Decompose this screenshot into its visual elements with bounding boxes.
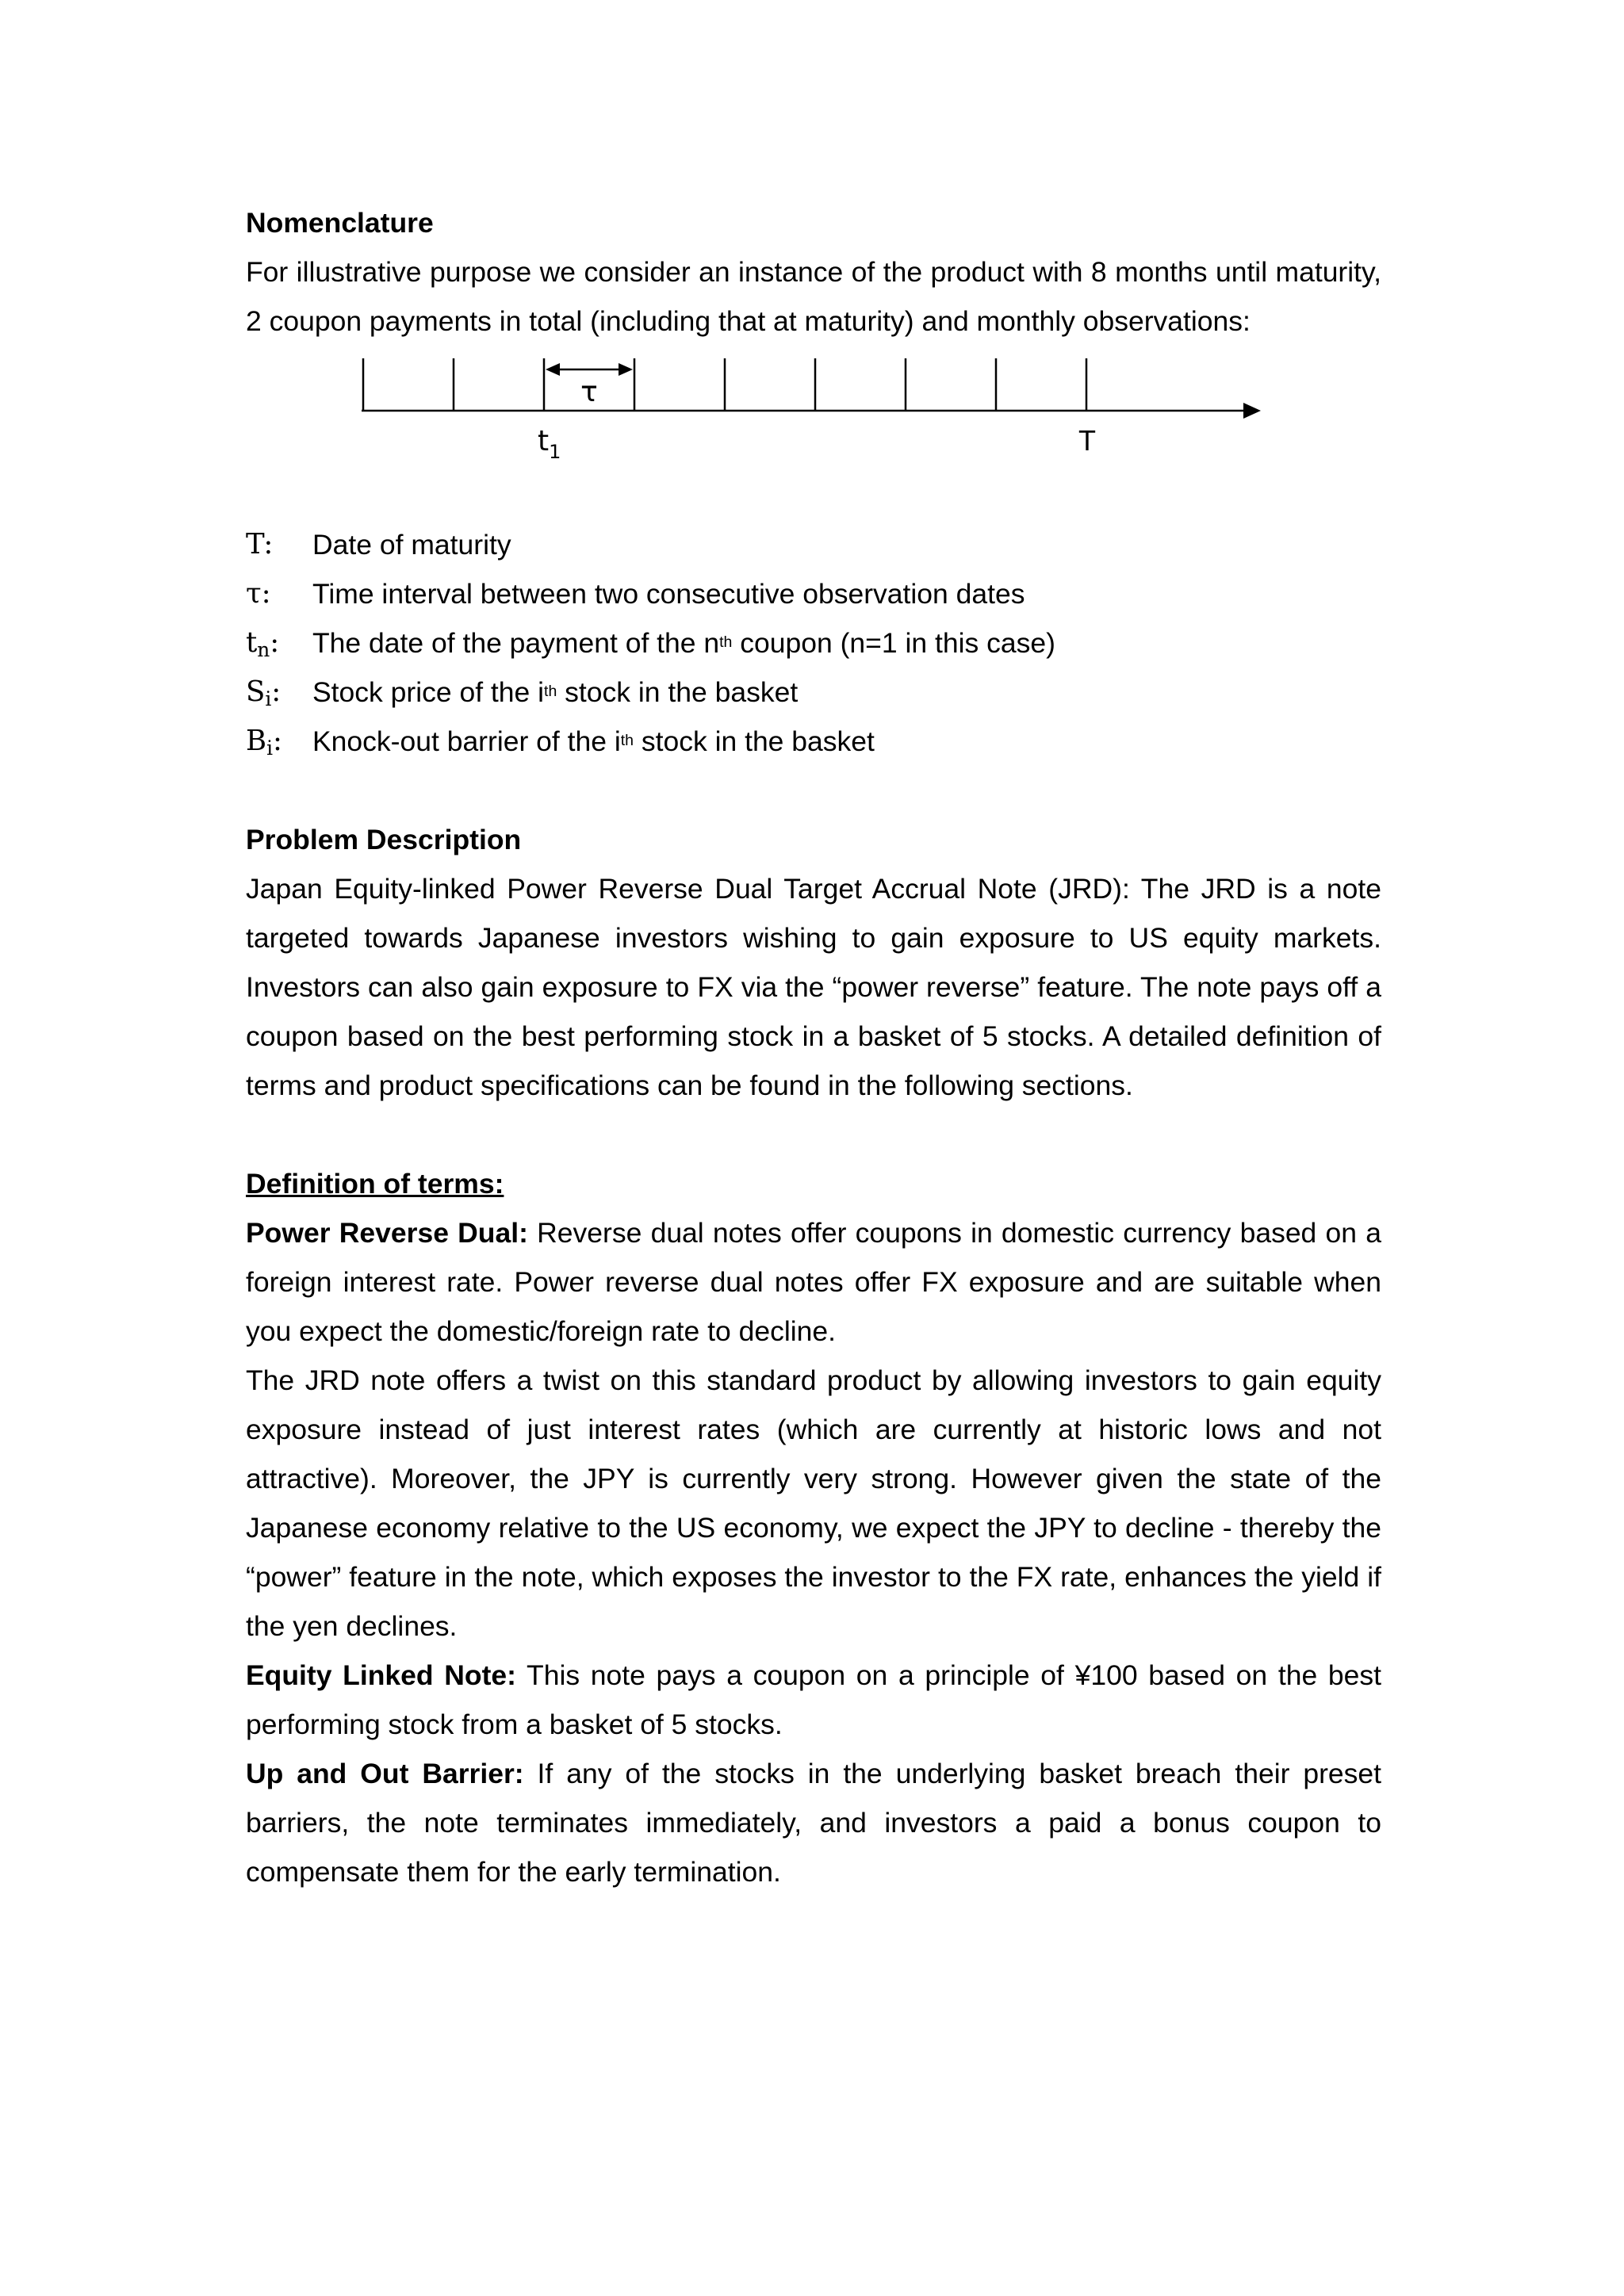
definition-si: Stock price of the $i^{th}$ stock in the basket xyxy=(312,676,799,708)
nomenclature-item-maturity xyxy=(246,520,1381,569)
nomenclature-intro: For illustrative purpose we consider an instance of the product with 8 months until maturity, 2 coupon payments in total (including that at maturity) and monthly observations: xyxy=(246,256,1381,337)
document-page xyxy=(246,198,1381,1896)
up-and-out-barrier-term: Up and Out Barrier: xyxy=(246,1758,524,1789)
definition-tau: Time interval between two consecutive observation dates xyxy=(312,578,1025,610)
nomenclature-item-bi xyxy=(246,717,1381,766)
timeline-axis-arrowhead xyxy=(1243,403,1261,419)
symbol-si: $S_i$: xyxy=(246,675,282,711)
timeline-ticks xyxy=(363,358,1086,411)
power-reverse-dual-text: Reverse dual notes offer coupons in domestic currency based on a foreign interest rate. Power reverse dual notes offer FX exposure and are suitable when you expect the domestic/foreign rate to decline. xyxy=(246,1217,1381,1347)
nomenclature-heading: Nomenclature xyxy=(246,207,434,239)
tau-interval-arrow xyxy=(546,363,633,376)
symbol-tau: τ: xyxy=(246,577,271,610)
t1-label: $t_1$ xyxy=(538,425,561,463)
nomenclature-list xyxy=(246,520,1381,766)
tau-label: τ xyxy=(580,376,598,408)
definition-tn: The date of the payment of the $n^{th}$ coupon (n=1 in this case) xyxy=(312,627,1055,659)
timeline-diagram xyxy=(246,346,1381,520)
nomenclature-item-tn xyxy=(246,618,1381,668)
equity-linked-note-paragraph xyxy=(246,1651,1381,1749)
problem-description-body: Japan Equity-linked Power Reverse Dual Target Accrual Note (JRD): The JRD is a note targeted towards Japanese investors wishing to gain exposure to US equity markets. Investors can also gain exposure to FX via the “power reverse” feature. The note pays off a coupon based on the best performing stock in a basket of 5 stocks. A detailed definition of terms and product specifications can be found in the following sections. xyxy=(246,873,1381,1101)
equity-linked-note-text: This note pays a coupon on a principle of ¥100 based on the best performing stock from a basket of 5 stocks. xyxy=(246,1659,1381,1740)
up-and-out-barrier-paragraph xyxy=(246,1749,1381,1896)
jrd-twist-paragraph: The JRD note offers a twist on this standard product by allowing investors to gain equity exposure instead of just interest rates (which are currently at historic lows and not attractive). Moreover, the JPY is currently very strong. However given the state of the Japanese economy relative to the US economy, we expect the JPY to decline - thereby the “power” feature in the note, which exposes the investor to the FX rate, enhances the yield if the yen declines. xyxy=(246,1364,1381,1642)
symbol-tn: $t_n$: xyxy=(246,626,280,662)
definition-bi: Knock-out barrier of the $i^{th}$ stock in the basket xyxy=(312,725,875,757)
maturity-T-label: T xyxy=(1078,424,1096,457)
up-and-out-barrier-text: If any of the stocks in the underlying basket breach their preset barriers, the note terminates immediately, and investors a paid a bonus coupon to compensate them for the early termination. xyxy=(246,1758,1382,1888)
problem-description-heading: Problem Description xyxy=(246,824,522,855)
nomenclature-item-si xyxy=(246,668,1381,717)
equity-linked-note-term: Equity Linked Note: xyxy=(246,1659,516,1691)
definition-maturity: Date of maturity xyxy=(312,529,511,561)
symbol-bi: $B_i$: xyxy=(246,725,283,760)
definition-of-terms-heading: Definition of terms: xyxy=(246,1168,504,1200)
nomenclature-item-tau xyxy=(246,569,1381,618)
power-reverse-dual-paragraph xyxy=(246,1208,1381,1356)
symbol-T: T: xyxy=(246,528,274,561)
power-reverse-dual-term: Power Reverse Dual: xyxy=(246,1217,528,1249)
